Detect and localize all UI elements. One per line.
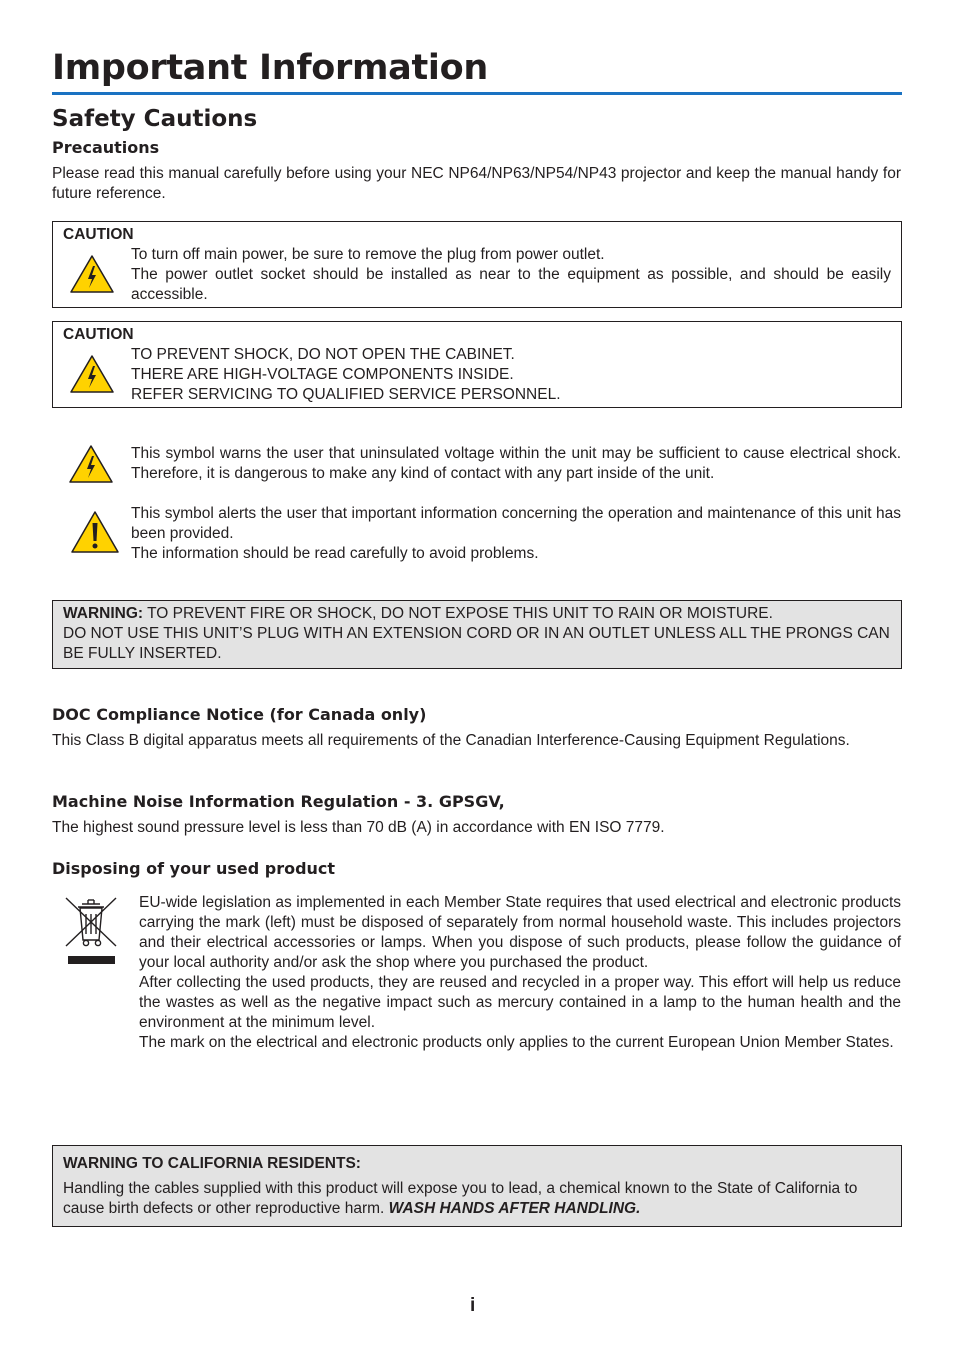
crossed-out-wheelie-bin-icon <box>62 894 120 966</box>
disposal-heading: Disposing of your used product <box>52 859 336 878</box>
caution-text-line: REFER SERVICING TO QUALIFIED SERVICE PERSONNEL. <box>131 386 561 403</box>
fire-shock-warning-box <box>52 600 902 669</box>
disposal-paragraph-legislation: EU-wide legislation as implemented in each Member State requires that used electrical and electronic products carrying the mark (left) must be disposed of separately from normal household waste. This includes projectors and their electrical accessories or lamps. When you dispose of such products, please follow the guidance of your local authority and/or ask the shop where you purchased the product. <box>139 894 901 971</box>
warning-text: TO PREVENT FIRE OR SHOCK, DO NOT EXPOSE THIS UNIT TO RAIN OR MOISTURE. <box>143 605 773 622</box>
high-voltage-warning-icon <box>69 354 115 394</box>
title-rule <box>52 92 902 95</box>
noise-heading: Machine Noise Information Regulation - 3. GPSGV, <box>52 792 505 811</box>
caution-text-line: To turn off main power, be sure to remove the plug from power outlet. <box>131 246 605 263</box>
noise-text: The highest sound pressure level is less than 70 dB (A) in accordance with EN ISO 7779. <box>52 819 665 836</box>
precautions-text: Please read this manual carefully before using your NEC NP64/NP63/NP54/NP43 projector and keep the manual handy for future reference. <box>52 165 901 202</box>
page-title: Important Information <box>52 48 488 88</box>
california-warning-box <box>52 1145 902 1227</box>
doc-text: This Class B digital apparatus meets all requirements of the Canadian Interference-Causing Equipment Regulations. <box>52 732 850 749</box>
precautions-heading: Precautions <box>52 138 160 157</box>
caution-box-shock <box>52 321 902 408</box>
warning-label: WARNING: <box>63 605 144 622</box>
disposal-paragraph-scope: The mark on the electrical and electronic products only applies to the current European Union Member States. <box>139 1034 894 1051</box>
high-voltage-warning-icon <box>68 444 114 484</box>
alert-symbol-note: The information should be read carefully to avoid problems. <box>131 545 539 562</box>
caution-label: CAUTION <box>63 326 134 343</box>
alert-symbol-text: This symbol alerts the user that important information concerning the operation and maintenance of this unit has been provided. <box>131 505 901 542</box>
page-number: i <box>470 1295 476 1316</box>
section-title: Safety Cautions <box>52 106 258 132</box>
warning-text-extension: DO NOT USE THIS UNIT’S PLUG WITH AN EXTENSION CORD OR IN AN OUTLET UNLESS ALL THE PRONGS CAN BE FULLY INSERTED. <box>63 625 890 662</box>
california-emphasis: WASH HANDS AFTER HANDLING. <box>388 1200 641 1217</box>
voltage-symbol-text: This symbol warns the user that uninsulated voltage within the unit may be sufficient to cause electrical shock. Therefore, it is dangerous to make any kind of contact with any part inside of the unit. <box>131 445 901 482</box>
doc-heading: DOC Compliance Notice (for Canada only) <box>52 705 427 724</box>
caution-text-line: TO PREVENT SHOCK, DO NOT OPEN THE CABINET. <box>131 346 515 363</box>
caution-text-line: THERE ARE HIGH-VOLTAGE COMPONENTS INSIDE. <box>131 366 514 383</box>
california-text: Handling the cables supplied with this product will expose you to lead, a chemical known to the State of California to cause birth defects or other reproductive harm. <box>63 1180 858 1217</box>
caution-text-line: The power outlet socket should be installed as near to the equipment as possible, and should be easily accessible. <box>131 266 891 303</box>
caution-box-power <box>52 221 902 308</box>
exclamation-warning-icon <box>70 510 120 554</box>
disposal-paragraph-recycling: After collecting the used products, they are reused and recycled in a proper way. This effort will help us reduce the wastes as well as the negative impact such as mercury contained in a lamp to the human health and the environment at the minimum level. <box>139 974 901 1031</box>
high-voltage-warning-icon <box>69 254 115 294</box>
california-heading: WARNING TO CALIFORNIA RESIDENTS: <box>63 1155 361 1172</box>
caution-label: CAUTION <box>63 226 134 243</box>
